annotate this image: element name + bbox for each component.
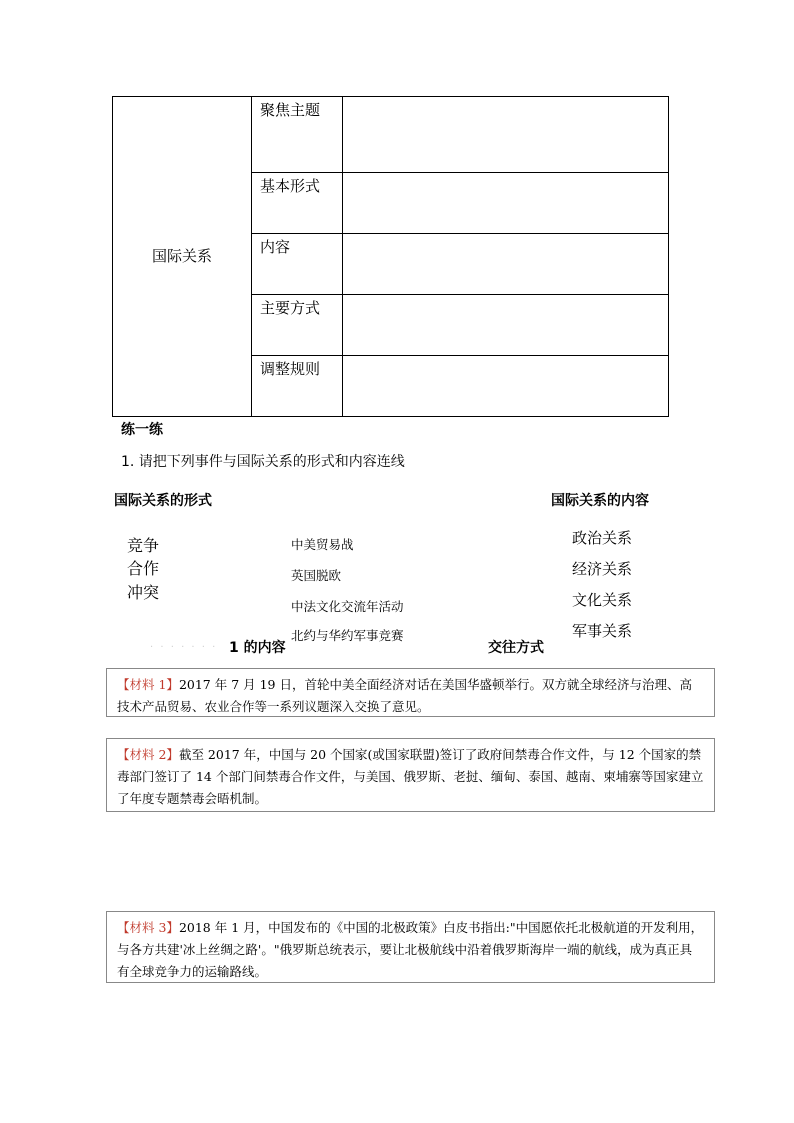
row-label: 主要方式 [260,299,321,317]
content-item[interactable]: 政治关系 [572,529,633,547]
question-text: 1. 请把下列事件与国际关系的形式和内容连线 [121,454,405,470]
row-label-cell [252,173,343,234]
partial-question-middle: 1 的内容 [229,640,286,656]
event-item[interactable]: 北约与华约军事竞赛 [291,628,404,643]
answer-cell[interactable] [343,173,669,234]
table-row [113,97,669,173]
row-label: 内容 [260,238,291,256]
row-label-cell [252,356,343,417]
material-text: 2017 年 7 月 19 日，首轮中美全面经济对话在美国华盛顿举行。双方就全球经济与治理、高技术产品贸易、农业合作等一系列议题深入交换了意见。 [117,677,692,714]
row-label-cell [252,97,343,173]
practice-heading: 练一练 [121,422,163,438]
form-item[interactable]: 竞争 [127,536,160,555]
answer-cell[interactable] [343,356,669,417]
content-item[interactable]: 经济关系 [572,560,633,578]
row-label-cell [252,234,343,295]
content-item[interactable]: 军事关系 [572,622,633,640]
row-header-label: 国际关系 [151,247,212,265]
event-item[interactable]: 英国脱欧 [291,568,342,583]
material-text: 截至 2017 年，中国与 20 个国家(或国家联盟)签订了政府间禁毒合作文件，与 12 个国家的禁毒部门签订了 14 个部门间禁毒合作文件，与美国、俄罗斯、老挝、缅甸、泰国、越南、柬埔寨等国家建立了年度专题禁毒会晤机制。 [117,747,704,806]
material-tag: 【材料 3】 [117,920,179,935]
material-tag: 【材料 2】 [117,747,179,762]
material-tag: 【材料 1】 [117,677,179,692]
material-box-3 [106,911,715,983]
event-item[interactable]: 中美贸易战 [291,537,354,552]
partial-question-right: 交往方式 [488,640,544,656]
answer-cell[interactable] [343,234,669,295]
answer-cell[interactable] [343,295,669,356]
forms-column-header: 国际关系的形式 [114,493,212,509]
row-label: 聚焦主题 [260,101,321,119]
event-item[interactable]: 中法文化交流年活动 [291,599,404,614]
contents-column-header: 国际关系的内容 [551,493,649,509]
answer-cell[interactable] [343,97,669,173]
content-item[interactable]: 文化关系 [572,591,633,609]
row-header-cell [113,97,252,417]
material-box-1 [106,668,715,717]
material-box-2 [106,738,715,812]
faded-text: · · · · · · · [150,642,218,653]
knowledge-table [112,96,669,417]
material-text: 2018 年 1 月，中国发布的《中国的北极政策》白皮书指出:"中国愿依托北极航道的开发利用，与各方共建'冰上丝绸之路'。"俄罗斯总统表示，要让北极航线中沿着俄罗斯海岸一端的航线，成为真正具有全球竞争力的运输路线。 [117,920,704,979]
form-item[interactable]: 冲突 [127,583,160,602]
row-label: 基本形式 [260,177,321,195]
row-label: 调整规则 [260,360,321,378]
form-item[interactable]: 合作 [127,559,160,578]
row-label-cell [252,295,343,356]
